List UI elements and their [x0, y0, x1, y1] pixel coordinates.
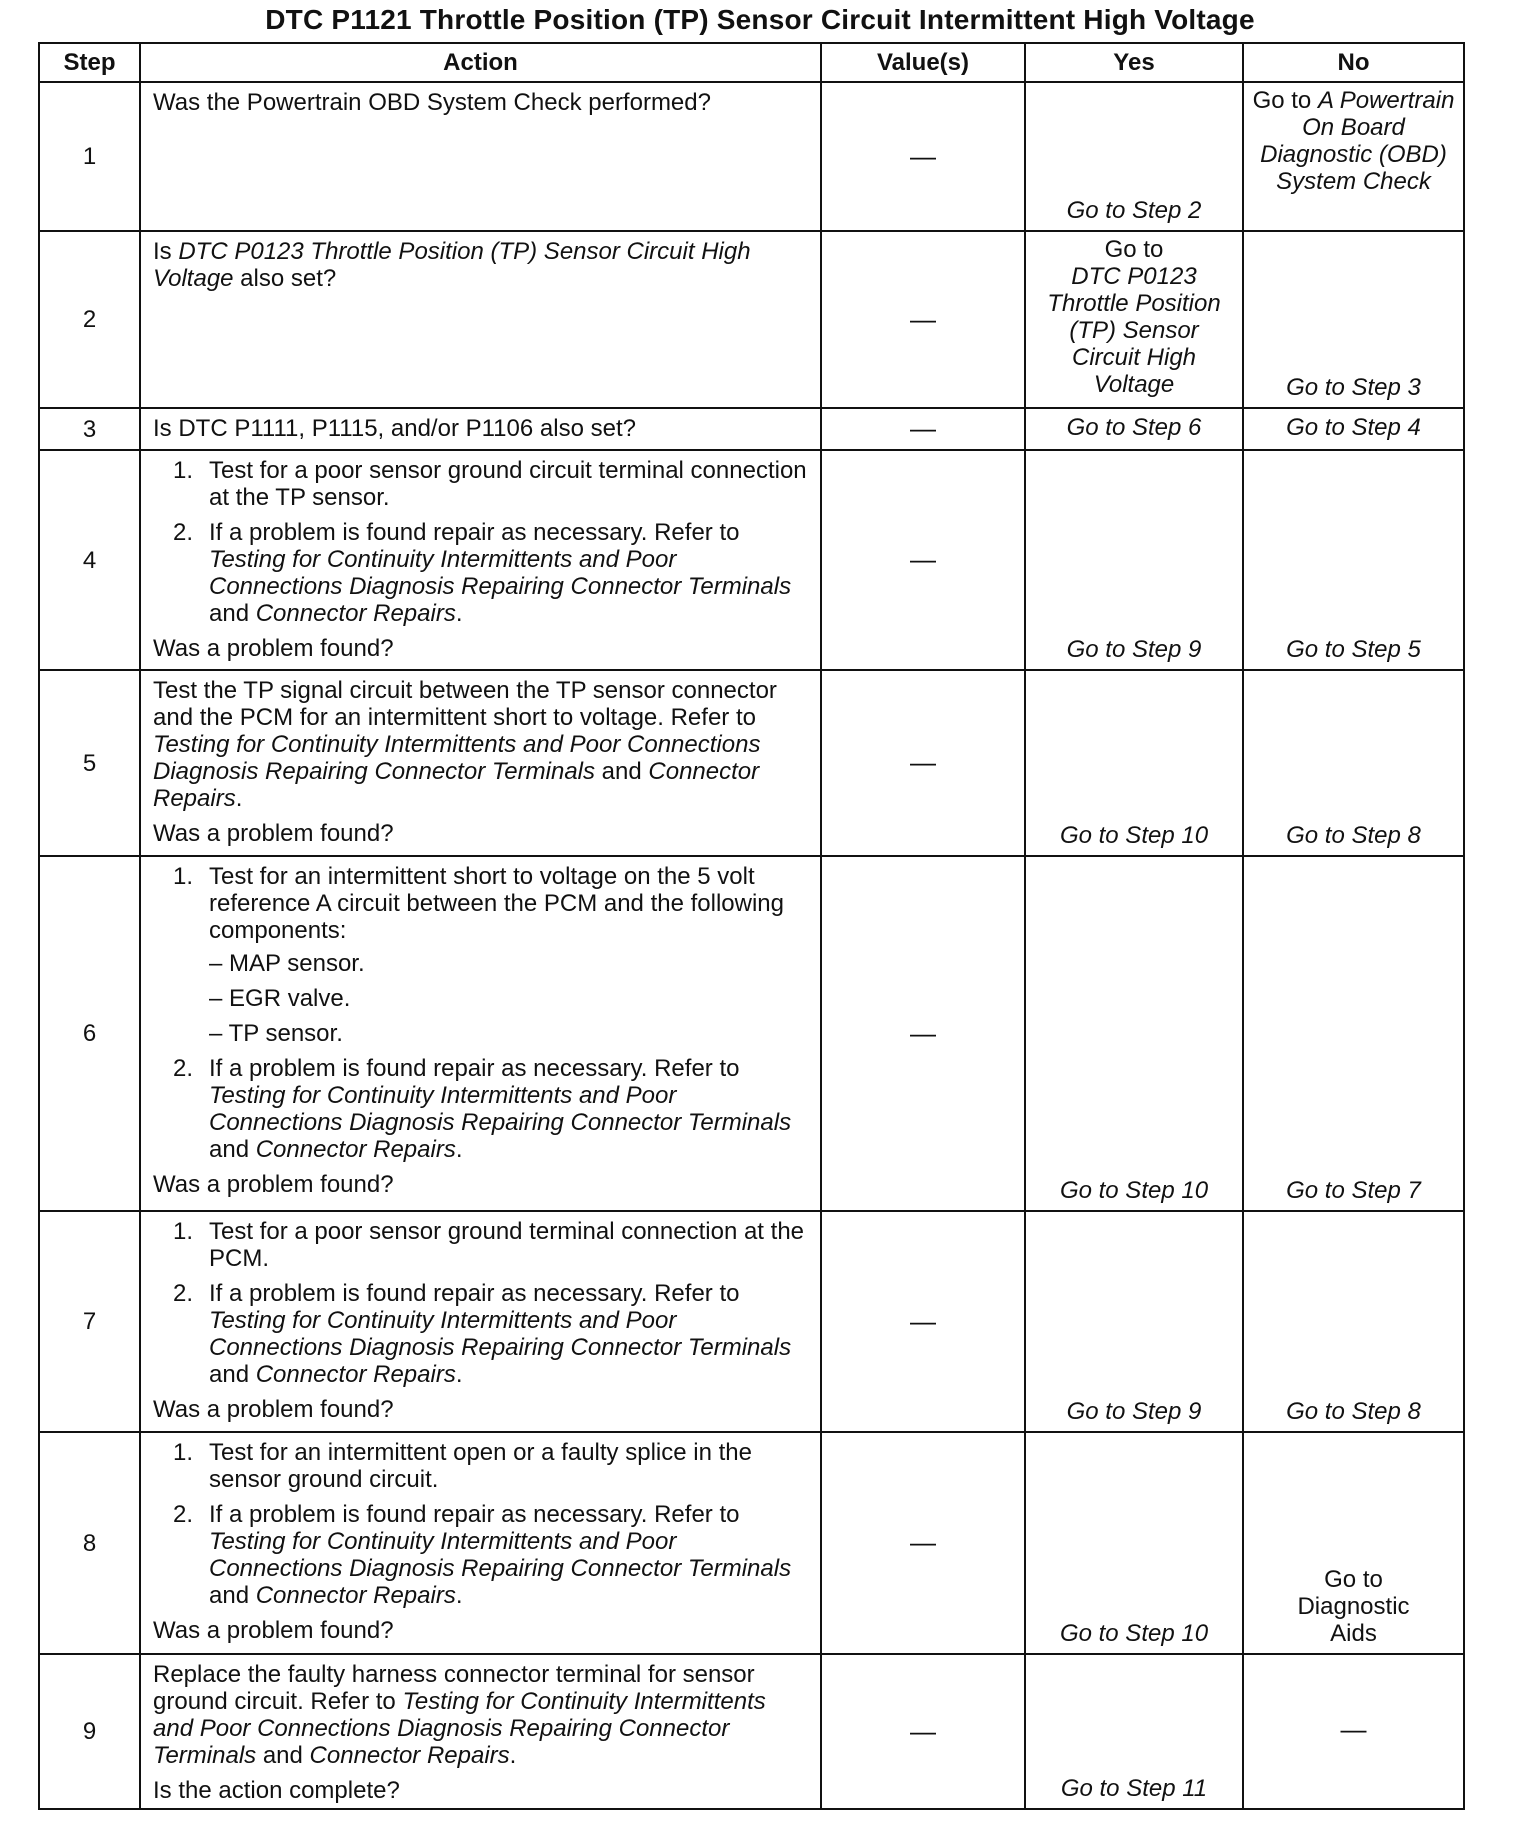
step-number: 9	[39, 1654, 140, 1809]
yes-link[interactable]: Go to Step 9	[1066, 1398, 1202, 1425]
table-row	[39, 231, 1464, 408]
list-item: 2. If a problem is found repair as necessary. Refer to Testing for Continuity Intermittents and Poor Connections Diagnosis Repairing Connector Terminals and Connector Repairs.	[173, 519, 792, 627]
yes-cell	[1025, 856, 1243, 1211]
no-cell	[1243, 1211, 1464, 1432]
value-cell: —	[821, 670, 1025, 856]
reference-link[interactable]: Testing for Continuity Intermittents and Poor Connections Diagnosis Repairing Connector Terminals	[209, 1528, 792, 1582]
yes-link[interactable]: Go to Step 2	[1066, 197, 1202, 224]
yes-cell	[1025, 408, 1243, 450]
action-cell: Is DTC P1111, P1115, and/or P1106 also set?	[140, 408, 821, 450]
reference-link[interactable]: Testing for Continuity Intermittents and Poor Connections Diagnosis Repairing Connector Terminals	[153, 731, 761, 785]
reference-link[interactable]: Testing for Continuity Intermittents and Poor Connections Diagnosis Repairing Connector Terminals	[209, 1307, 792, 1361]
table-row	[39, 1654, 1464, 1809]
step-number: 3	[39, 408, 140, 450]
value-cell: —	[821, 856, 1025, 1211]
yes-link[interactable]: Go to Step 11	[1060, 1775, 1208, 1802]
action-cell: Test the TP signal circuit between the TP sensor connector and the PCM for an intermittent short to voltage. Refer to Testing for Continuity Intermittents and Poor Connections Diagnosis Repairing Connector Terminals and Connector Repairs. Was a problem found?	[140, 670, 821, 856]
header-values: Value(s)	[821, 43, 1025, 82]
value-cell: —	[821, 82, 1025, 231]
action-cell	[140, 450, 821, 670]
question: Was a problem found?	[153, 1396, 394, 1423]
no-cell	[1243, 408, 1464, 450]
step-number: 7	[39, 1211, 140, 1432]
header-no: No	[1243, 43, 1464, 82]
list-item: 1. Test for an intermittent open or a faulty splice in the sensor ground circuit.	[173, 1439, 752, 1493]
action-cell	[140, 1211, 821, 1432]
component-item: – TP sensor.	[209, 1020, 343, 1047]
list-item: 2. If a problem is found repair as necessary. Refer to Testing for Continuity Intermittents and Poor Connections Diagnosis Repairing Connector Terminals and Connector Repairs.	[173, 1055, 792, 1163]
value-cell: —	[821, 1211, 1025, 1432]
value-cell: —	[821, 408, 1025, 450]
yes-cell	[1025, 1211, 1243, 1432]
no-link[interactable]: Go to Step 4	[1286, 413, 1421, 441]
reference-link[interactable]: Connector Repairs	[153, 758, 760, 812]
no-link[interactable]: Go to Step 8	[1286, 1398, 1421, 1425]
question: Was a problem found?	[153, 1617, 394, 1644]
reference-link[interactable]: Testing for Continuity Intermittents and Poor Connections Diagnosis Repairing Connector Terminals	[153, 1688, 766, 1769]
action-cell: Is DTC P0123 Throttle Position (TP) Sensor Circuit High Voltage also set?	[140, 231, 821, 408]
list-item: 1. Test for a poor sensor ground circuit terminal connection at the TP sensor.	[173, 457, 807, 511]
action-cell	[140, 856, 821, 1211]
step-number: 4	[39, 450, 140, 670]
question: Was a problem found?	[153, 1171, 394, 1198]
yes-cell	[1025, 82, 1243, 231]
step-number: 1	[39, 82, 140, 231]
yes-link[interactable]: Go to Step 9	[1066, 636, 1202, 663]
reference-link[interactable]: Connector Repairs	[255, 1136, 456, 1163]
value-cell: —	[821, 231, 1025, 408]
yes-cell	[1025, 1432, 1243, 1654]
no-cell	[1243, 231, 1464, 408]
header-action: Action	[140, 43, 821, 82]
step-number: 6	[39, 856, 140, 1211]
action-cell	[140, 1432, 821, 1654]
yes-cell	[1025, 1654, 1243, 1809]
reference-link[interactable]: Connector Repairs	[255, 1582, 456, 1609]
table-row	[39, 1211, 1464, 1432]
table-row	[39, 1432, 1464, 1654]
no-cell	[1243, 670, 1464, 856]
value-cell: —	[821, 450, 1025, 670]
yes-link[interactable]: DTC P0123 Throttle Position (TP) Sensor Circuit High Voltage	[1047, 263, 1221, 398]
list-item: 2. If a problem is found repair as necessary. Refer to Testing for Continuity Intermittents and Poor Connections Diagnosis Repairing Connector Terminals and Connector Repairs.	[173, 1280, 792, 1388]
no-cell	[1243, 856, 1464, 1211]
no-link[interactable]: Go to Diagnostic Aids	[1297, 1566, 1410, 1647]
action-cell: Replace the faulty harness connector terminal for sensor ground circuit. Refer to Testing for Continuity Intermittents and Poor Connections Diagnosis Repairing Connector Terminals and Connector Repairs. Is the action complete?	[140, 1654, 821, 1809]
step-number: 2	[39, 231, 140, 408]
no-cell	[1243, 1432, 1464, 1654]
yes-cell	[1025, 450, 1243, 670]
component-item: – MAP sensor.	[209, 950, 365, 977]
yes-cell: Go to DTC P0123 Throttle Position (TP) Sensor Circuit High Voltage	[1025, 231, 1243, 408]
question: Was a problem found?	[153, 635, 394, 662]
no-cell: —	[1243, 1654, 1464, 1809]
table-row	[39, 856, 1464, 1211]
yes-link[interactable]: Go to Step 10	[1059, 1177, 1209, 1204]
component-item: – EGR valve.	[209, 985, 351, 1012]
action-reference[interactable]: DTC P0123 Throttle Position (TP) Sensor Circuit High Voltage	[153, 238, 751, 292]
no-cell: Go to A Powertrain On Board Diagnostic (OBD) System Check	[1243, 82, 1464, 231]
step-number: 8	[39, 1432, 140, 1654]
no-cell	[1243, 450, 1464, 670]
page-title: DTC P1121 Throttle Position (TP) Sensor Circuit Intermittent High Voltage	[265, 4, 1255, 35]
action-text: Was the Powertrain OBD System Check performed?	[153, 89, 711, 116]
table-header-row	[39, 43, 1464, 82]
reference-link[interactable]: Testing for Continuity Intermittents and Poor Connections Diagnosis Repairing Connector Terminals	[209, 1082, 792, 1136]
reference-link[interactable]: Connector Repairs	[309, 1742, 510, 1769]
reference-link[interactable]: Connector Repairs	[255, 1361, 456, 1388]
value-cell: —	[821, 1432, 1025, 1654]
no-link[interactable]: Go to Step 3	[1286, 374, 1421, 401]
no-link[interactable]: Go to Step 5	[1286, 636, 1421, 663]
list-item: 1. Test for a poor sensor ground terminal connection at the PCM.	[173, 1218, 805, 1272]
diagnostic-table	[38, 42, 1465, 1810]
value-cell: —	[821, 1654, 1025, 1809]
table-row	[39, 450, 1464, 670]
table-row	[39, 408, 1464, 450]
header-step: Step	[39, 43, 140, 82]
header-yes: Yes	[1025, 43, 1243, 82]
list-item: 2. If a problem is found repair as necessary. Refer to Testing for Continuity Intermittents and Poor Connections Diagnosis Repairing Connector Terminals and Connector Repairs.	[173, 1501, 792, 1609]
yes-link[interactable]: Go to Step 10	[1059, 822, 1209, 849]
question: Was a problem found?	[153, 820, 394, 847]
no-link[interactable]: Go to Step 8	[1286, 822, 1421, 849]
question: Is the action complete?	[153, 1777, 400, 1804]
no-link[interactable]: A Powertrain On Board Diagnostic (OBD) System Check	[1260, 87, 1455, 195]
table-row	[39, 82, 1464, 231]
list-item: 1. Test for an intermittent short to voltage on the 5 volt reference A circuit between the PCM and the following components: – MAP sensor. – EGR valve. – TP sensor.	[153, 863, 812, 1047]
step-number: 5	[39, 670, 140, 856]
no-link[interactable]: Go to Step 7	[1286, 1177, 1421, 1204]
yes-cell	[1025, 670, 1243, 856]
reference-link[interactable]: Connector Repairs	[255, 600, 456, 627]
yes-link[interactable]: Go to Step 10	[1059, 1620, 1209, 1647]
table-row	[39, 670, 1464, 856]
yes-link[interactable]: Go to Step 6	[1066, 413, 1202, 441]
action-cell	[140, 82, 821, 231]
reference-link[interactable]: Testing for Continuity Intermittents and Poor Connections Diagnosis Repairing Connector Terminals	[209, 546, 792, 600]
